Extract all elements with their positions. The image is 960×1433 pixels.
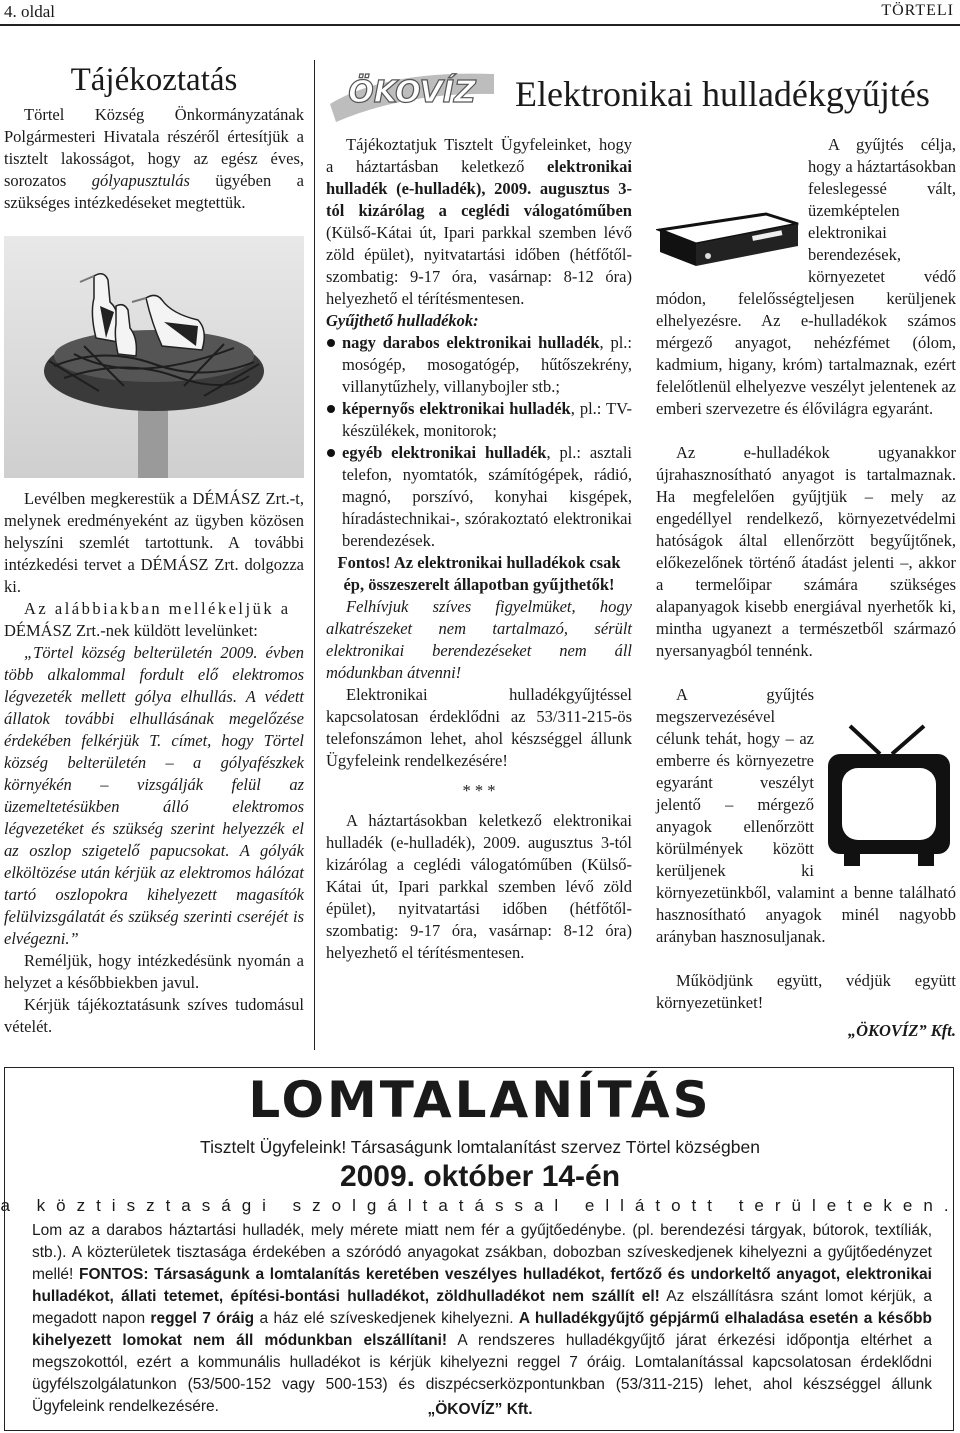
letter-paragraph: Levélben megkerestük a DÉMÁSZ Zrt.-t, melynek eredményeként az ügyben közösen helyszíni szemlét tartottunk. A további intézkedési tervet a DÉMÁSZ Zrt. dolgozza ki. (4, 489, 304, 596)
separator-stars: * * * (462, 781, 496, 800)
repeat-paragraph: A háztartásokban keletkező elektronikai hulladék (e-hulladék), 2009. augusztus 3-tól kizárólag a ceglédi válogatóműben (Külső-Kátai út, Ipari parkkal szemben lévő zöld épület), nyitvatartási időben (hétfőtől-szombatig: 9-17 óra, vasárnap: 8-12 óra) helyezhető el térítésmentesen. (326, 811, 632, 962)
closing-request: Kérjük tájékoztatásunk szíves tudomásul vételét. (4, 995, 304, 1036)
header-rule (0, 24, 960, 26)
lomtalanitas-area: a köztisztasági szolgáltatással ellátott területeken. (0, 1196, 960, 1215)
enclosure-intro: Az alábbiakban mellékeljük a (24, 599, 291, 618)
goal-paragraph: A gyűjtés megszervezésével célunk tehát, hogy – az emberre és környezetre egyaránt veszélyt jelentő – mérgező anyagok ellenőrzött körülmények között kerüljenek ki környezetünkből, valamint a benne található hasznosítható anyagok minél nagyobb arányban hasznosuljanak. (656, 685, 956, 946)
middle-article (326, 134, 632, 964)
list-item: nagy darabos elektronikai hulladék, pl.: mosógép, mosogatógép, hűtőszekrény, villanytűzhely, villanybojler stb.; (326, 332, 632, 398)
right-article-text (656, 134, 956, 1042)
dvd-player-icon (656, 200, 802, 280)
enclosure-intro-cont: DÉMÁSZ Zrt.-nek küldött levelünket: (4, 621, 258, 640)
lomtalanitas-body: Lom az a darabos háztartási hulladék, mely mérete miatt nem fér a gyűjtőedénybe. (pl. berendezési tárgyak, bútorok, textíliák, stb.). A közterületek tisztasága érdekében a szóródó anyagokat zsákban, dobozban szíveskedjenek kihelyezni a gyűjtőedényzet mellé! FONTOS: Társaságunk a lomtalanítás keretében veszélyes hulladékot, fertőző és undorkeltő anyagot, elektronikai hulladékot, állati tetemet, építési-bontási hulladékot, zöldhulladékot nem szállít el! Az elszállításra szánt lomot kérjük, a megadott napon reggel 7 óráig a ház elé szíveskedjenek kihelyezni. A hulladékgyűjtő gépjármű elhaladása esetén a később kihelyezett lomokat nem áll módunkban elszállítani! A rendszeres hulladékgyűjtő járat érkezési időpontja eltérhet a megszokottól, ezért a kommunális hulladékot is kérjük kihelyezni reggel 7 óráig. Lomtalanítással kapcsolatosan érdeklődni ügyfélszolgálatunkon (53/500-152 vagy 500-153) és diszpécserközpontunkban (53/311-215) lehet, ahol készséggel állunk Ügyfeleink rendelkezésére. (32, 1222, 932, 1415)
article-title: Tájékoztatás (70, 62, 238, 98)
left-article (4, 58, 304, 214)
column-divider (314, 60, 315, 1050)
tv-icon (820, 724, 956, 872)
main-title: Elektronikai hulladékgyűjtés (515, 74, 930, 114)
svg-text:ÖKOVÍZ: ÖKOVÍZ (348, 75, 476, 110)
closing-paragraph: Reméljük, hogy intézkedésünk nyomán a helyzet a későbbiekben javul. (4, 951, 304, 992)
bullet-icon (327, 405, 335, 413)
list-item: egyéb elektronikai hulladék, pl.: asztali telefon, nyomtatók, számítógépek, rádió, magnó, porszívó, konyhai kisgépek, híradástechnikai-, szórakoztató elektronikai berendezések. (326, 442, 632, 552)
note-paragraph: Felhívjuk szíves figyelmüket, hogy alkatrészeket nem tartalmazó, sérült elektronikai berendezéseket nem áll módunkban átvenni! (326, 597, 632, 682)
recycling-paragraph: Az e-hulladékok ugyanakkor újrahasznosítható anyagot is tartalmaznak. Ha megfelelően gyűjtjük – mely az engedéllyel rendelkező, környezetvédelmi hatóságok által ellenőrzött begyűjtőnek, előkezelőnek történő átadást jelenti –, akkor a termelőipar számára szükséges alapanyagok kisebb energiával nyerhetők ki, mintha ugyanezt a természetből származó nyersanyagból tennénk. (656, 443, 956, 660)
page-number: 4. oldal (4, 2, 55, 21)
okoviz-logo (326, 64, 498, 122)
lomtalanitas-signature: „ÖKOVÍZ” Kft. (427, 1401, 533, 1418)
lomtalanitas-title: LOMTALANÍTÁS (248, 1071, 712, 1129)
left-article-continued (4, 488, 304, 1038)
lomtalanitas-date: 2009. október 14-én (339, 1160, 621, 1193)
stork-nest-photo (4, 236, 304, 478)
signature: „ÖKOVÍZ” Kft. (847, 1021, 956, 1040)
publication-name: TÖRTELI (881, 2, 954, 19)
bullet-icon (327, 339, 335, 347)
bullet-icon (327, 449, 335, 457)
intro-paragraph: Törtel Község Önkormányzatának Polgármesteri Hivatala részéről értesítjük a tisztelt lakosságot, hogy az egész éves, sorozatos gólyapusztulás ügyében a szükséges intézkedéseket megtettük. (4, 105, 304, 212)
contact-paragraph: Elektronikai hulladékgyűjtéssel kapcsolatosan érdeklődni az 53/311-215-ös telefonszámon lehet, ahol készséggel állunk Ügyfeleink rendelkezésére! (326, 685, 632, 770)
important-notice: Fontos! Az elektronikai hulladékok csak ép, összeszerelt állapotban gyűjthetők! (337, 553, 621, 594)
purpose-paragraph: A gyűjtés célja, hogy a háztartásokban feleslegessé vált, üzemképtelen elektronikai berendezések, környezetet védő módon, felelősségteljesen kerüljenek elhelyezésre. Az e-hulladékok számos mérgező anyagot, nehézfémet (ólom, kadmium, higany, króm) tartalmaznak, ezért felelőtlenül elhelyezve veszélyt jelentenek az emberi szervezetre és élővilágra egyaránt. (656, 135, 956, 418)
intro-paragraph: Tájékoztatjuk Tisztelt Ügyfeleinket, hogy a háztartásban keletkező elektronikai hulladék (e-hulladék), 2009. augusztus 3-tól kizárólag a ceglédi válogatóműben (Külső-Kátai út, Ipari parkkal szemben lévő zöld épület), nyitvatartási időben (hétfőtől-szombatig: 9-17 óra, vasárnap: 8-12 óra) helyezhető el térítésmentesen. (326, 135, 632, 308)
list-item: képernyős elektronikai hulladék, pl.: TV-készülékek, monitorok; (326, 398, 632, 442)
letter-quote: „Törtel község belterületén 2009. évben több alkalommal fordult elő elektromos légvezeték mellett gólya elhullás. A védett állatok további elhullásának megelőzése érdekében felkérjük T. címet, hogy Törtel község belterületén – a gólyafészkek környékén – vizsgálják felül az üzemeltetésükben álló elektromos légvezetéket és szükség szerint helyezzék el az oszlop szigetelő papucsokat. A gólyák elköltözése után kérjük az elektromos hálózat tartó oszlopokra kihelyezett magasítók felülvizsgálatát és szükség szerinti cseréjét is elvégezni.” (4, 643, 304, 948)
cooperation-paragraph: Működjünk együtt, védjük együtt környezetünket! (656, 971, 956, 1012)
lomtalanitas-intro: Tisztelt Ügyfeleink! Társaságunk lomtalanítást szervez Törtel községben (200, 1137, 760, 1157)
collectable-title: Gyűjthető hulladékok: (326, 311, 479, 330)
